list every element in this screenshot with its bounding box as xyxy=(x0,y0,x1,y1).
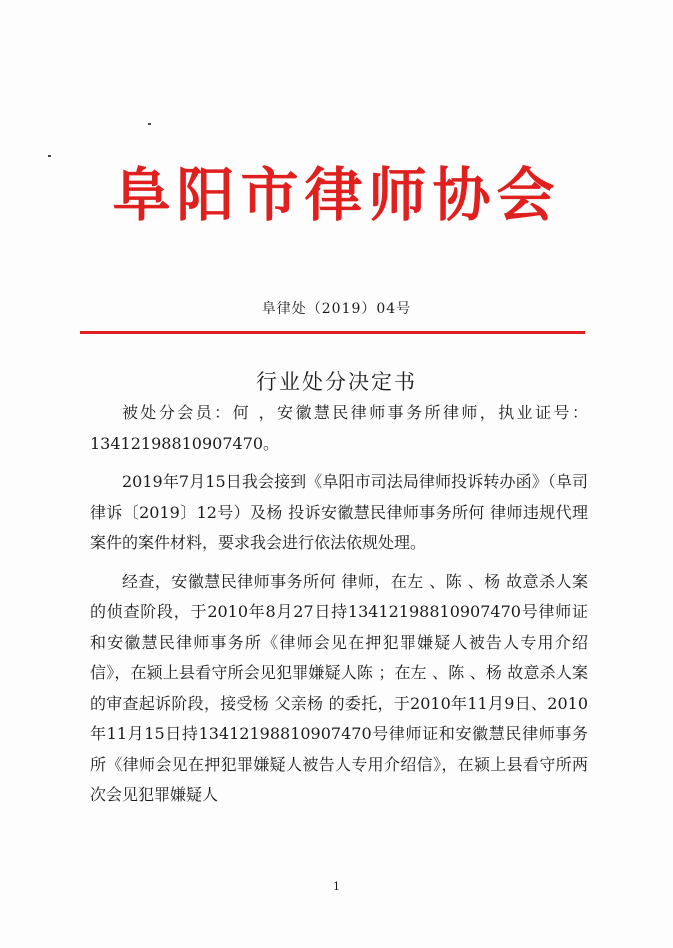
document-number: 阜律处（2019）04号 xyxy=(261,301,412,317)
paragraph-findings: 经查，安徽慧民律师事务所何 律师，在左 、陈 、杨 故意杀人案的侦查阶段，于2010年8月27日持13412198810907470号律师证和安徽慧民律师事务所《律师会见在押犯罪嫌疑人被告人专用介绍信》，在颍上县看守所会见犯罪嫌疑人陈 ；在左 、陈 、杨 故意杀人案的审查起诉阶段，接受杨 父亲杨 的委托，于2010年11月9日、2010年11月15日持13412198810907470号律师证和安徽慧民律师事务所《律师会见在押犯罪嫌疑人被告人专用介绍信》，在颍上县看守所两次会见犯罪嫌疑人 xyxy=(90,571,588,804)
paragraph-complaint: 2019年7月15日我会接到《阜阳市司法局律师投诉转办函》（阜司律诉〔2019〕12号）及杨 投诉安徽慧民律师事务所何 律师违规代理案件的案件材料，要求我会进行依法依规处理。 xyxy=(90,472,588,552)
document-title: 行业处分决定书 xyxy=(256,370,417,394)
page-number: 1 xyxy=(333,880,340,893)
red-divider-line xyxy=(80,331,585,334)
scan-speck xyxy=(148,123,151,125)
association-name: 阜阳市律师协会 xyxy=(112,161,561,229)
paragraph-member: 被处分会员：何 ，安徽慧民律师事务所律师，执业证号：13412198810907470。 xyxy=(90,403,588,453)
scan-speck xyxy=(48,155,51,157)
document-body xyxy=(90,398,588,819)
